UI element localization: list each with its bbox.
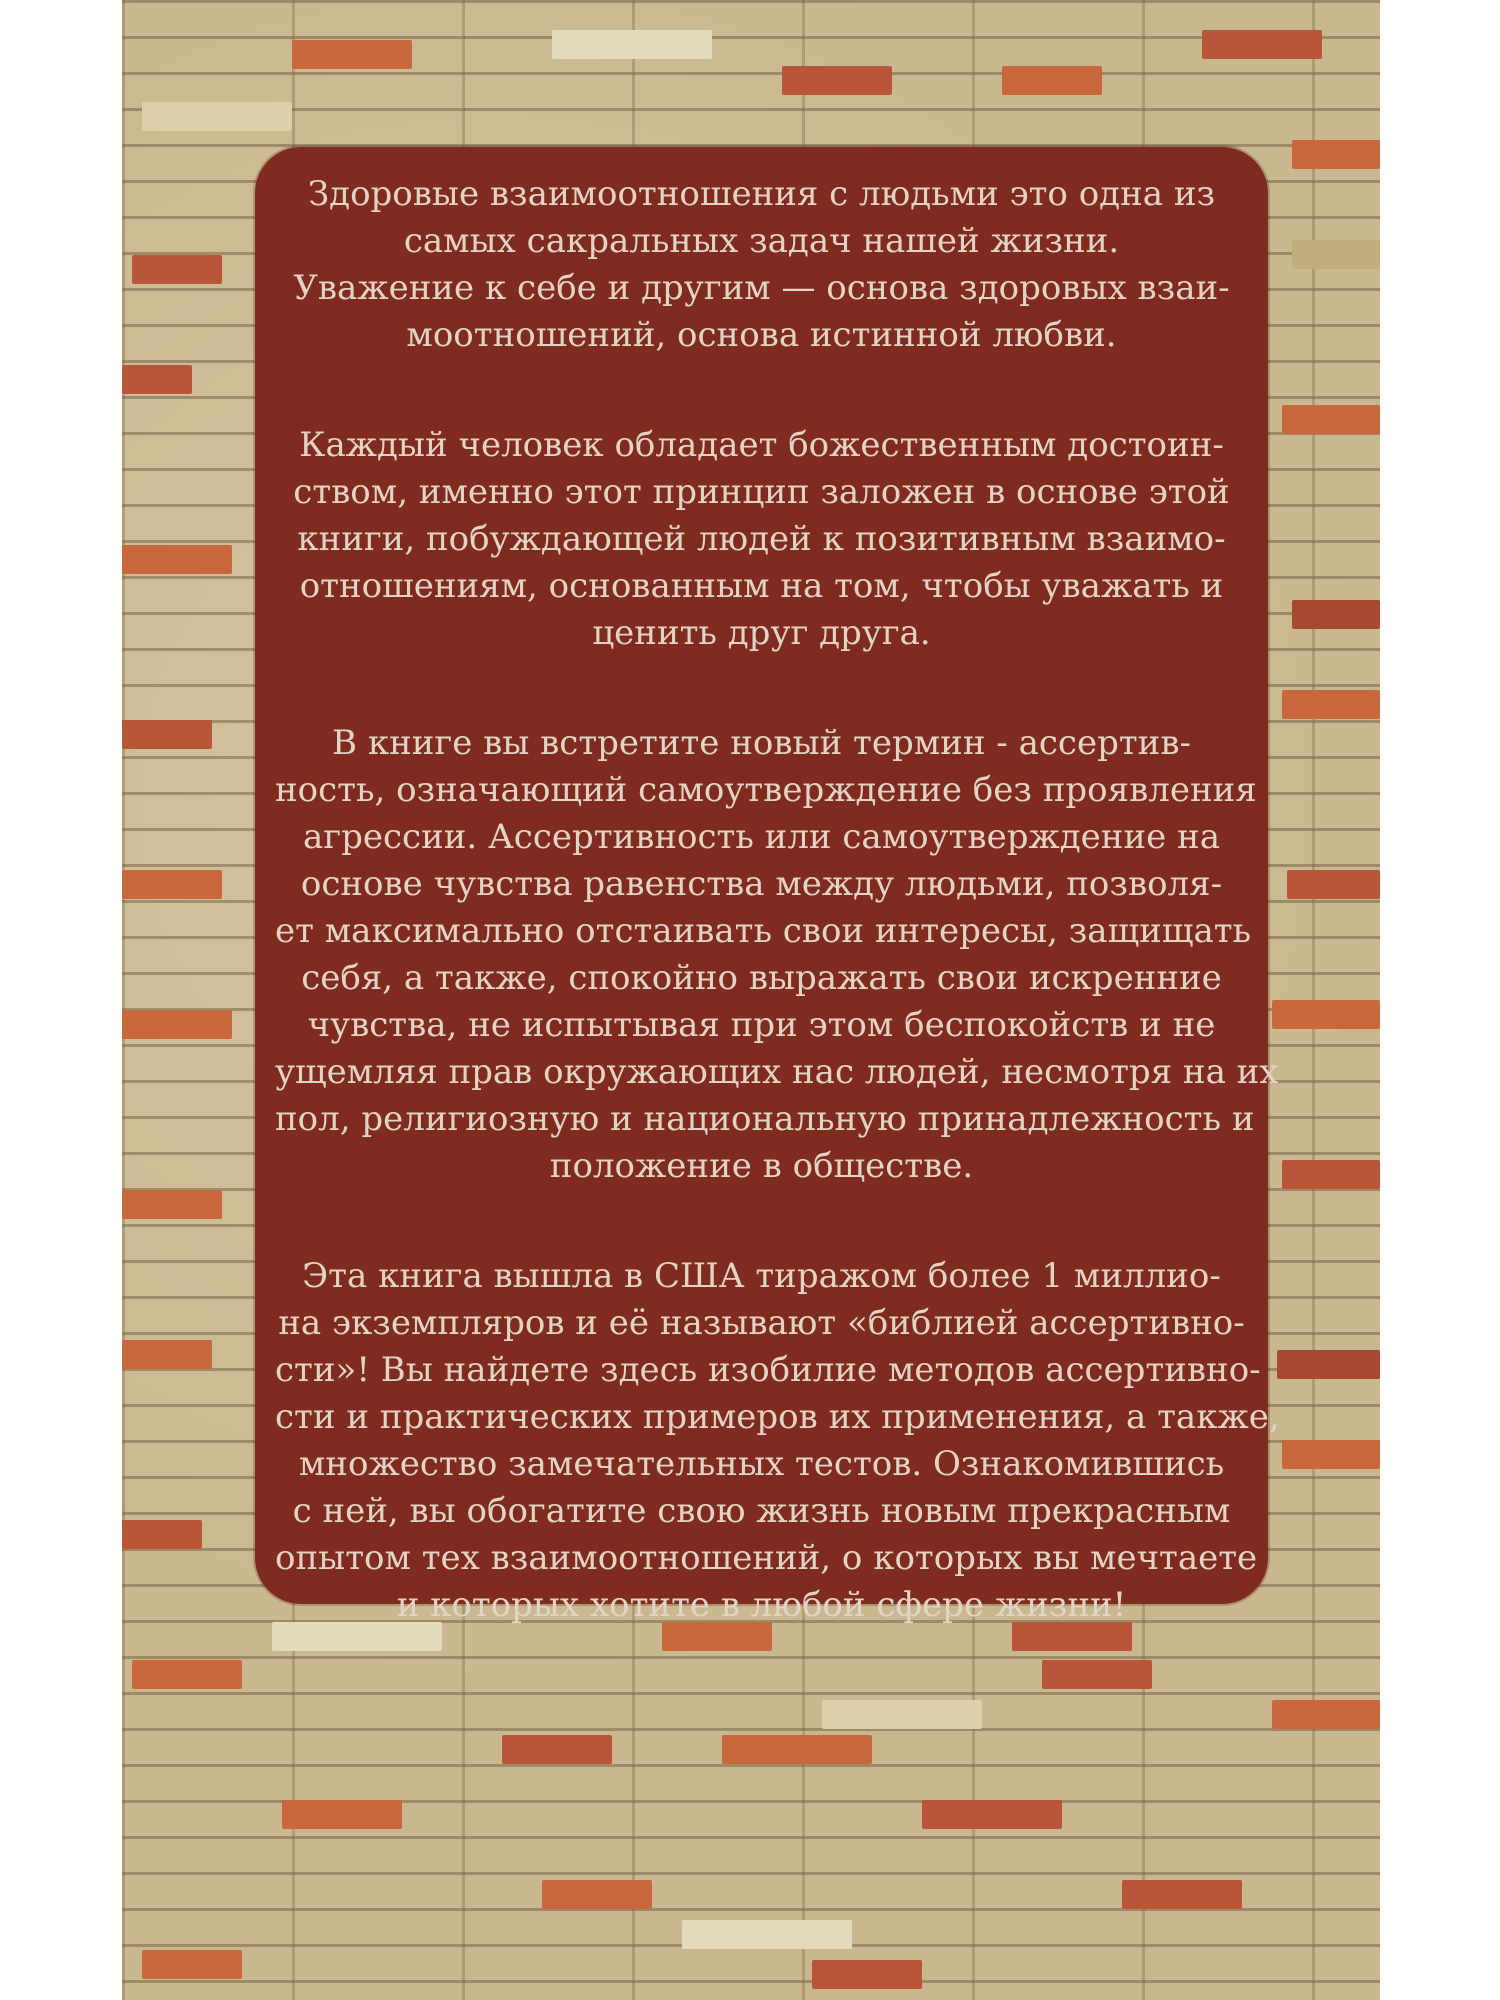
paragraph-spacer: [275, 657, 1248, 720]
brick: [1122, 1880, 1242, 1909]
paragraph-line: Уважение к себе и другим — основа здоровых взаи-: [293, 268, 1230, 308]
paragraph-line: положение в обществе.: [549, 1146, 974, 1186]
paragraph-spacer: [275, 1190, 1248, 1253]
brick: [1282, 1160, 1380, 1189]
brick: [122, 1190, 222, 1219]
brick: [1202, 30, 1322, 59]
brick: [142, 102, 292, 131]
paragraph-line: ством, именно этот принцип заложен в основе этой: [293, 472, 1230, 512]
paragraph-line: сти и практических примеров их применения, а также,: [275, 1397, 1280, 1437]
paragraph-line: опытом тех взаимоотношений, о которых вы мечтаете: [275, 1538, 1258, 1578]
paragraph-line: себя, а также, спокойно выражать свои искренние: [301, 958, 1222, 998]
paragraph-line: сти»! Вы найдете здесь изобилие методов ассертивно-: [275, 1350, 1261, 1390]
brick: [292, 40, 412, 69]
brick: [502, 1735, 612, 1764]
paragraph-line: чувства, не испытывая при этом беспокойств и не: [307, 1005, 1216, 1045]
brick: [1277, 1350, 1380, 1379]
brick: [1002, 66, 1102, 95]
brick: [1272, 1700, 1380, 1729]
brick: [1272, 1000, 1380, 1029]
brick: [782, 66, 892, 95]
paragraph-line: ценить друг друга.: [592, 613, 931, 653]
paragraph-line: ность, означающий самоутверждение без проявления: [275, 770, 1257, 810]
paragraph-line: ущемляя прав окружающих нас людей, несмотря на их: [275, 1052, 1279, 1092]
description-panel: [255, 147, 1280, 1625]
brick: [142, 1950, 242, 1979]
paragraph-line: моотношений, основа истинной любви.: [406, 315, 1117, 355]
brick: [682, 1920, 852, 1949]
brick: [1287, 870, 1380, 899]
paragraph-spacer: [275, 359, 1248, 422]
paragraph-line: агрессии. Ассертивность или самоутверждение на: [303, 817, 1220, 857]
brick: [822, 1700, 982, 1729]
paragraph-line: самых сакральных задач нашей жизни.: [403, 221, 1120, 261]
brick: [1292, 240, 1380, 269]
brick: [122, 870, 222, 899]
brick: [1292, 600, 1380, 629]
paragraph-line: Эта книга вышла в США тиражом более 1 миллио-: [302, 1256, 1221, 1296]
paragraph-line: отношениям, основанным на том, чтобы уважать и: [299, 566, 1224, 606]
brick: [542, 1880, 652, 1909]
description-text: [275, 171, 1280, 1629]
paragraph-line: Каждый человек обладает божественным достоин-: [299, 425, 1224, 465]
brick: [922, 1800, 1062, 1829]
paragraph-line: на экземпляров и её называют «библией ассертивно-: [278, 1303, 1245, 1343]
brick: [122, 1340, 212, 1369]
brick: [1292, 140, 1380, 169]
brick: [552, 30, 712, 59]
brick: [812, 1960, 922, 1989]
brick: [122, 1520, 202, 1549]
brick: [1282, 690, 1380, 719]
brick: [1042, 1660, 1152, 1689]
brick: [132, 255, 222, 284]
brick: [122, 720, 212, 749]
brick: [1282, 1440, 1380, 1469]
paragraph-line: ет максимально отстаивать свои интересы, защищать: [275, 911, 1252, 951]
paragraph-line: Здоровые взаимоотношения с людьми это одна из: [307, 174, 1216, 214]
brick: [1282, 405, 1380, 434]
paragraph-line: множество замечательных тестов. Ознакомившись: [298, 1444, 1225, 1484]
paragraph-line: В книге вы встретите новый термин - ассертив-: [332, 723, 1191, 763]
brick: [122, 365, 192, 394]
brick: [282, 1800, 402, 1829]
paragraph-line: пол, религиозную и национальную принадлежность и: [275, 1099, 1255, 1139]
brick: [122, 1010, 232, 1039]
brick: [132, 1660, 242, 1689]
paragraph-line: и которых хотите в любой сфере жизни!: [396, 1585, 1127, 1625]
paragraph-line: с ней, вы обогатите свою жизнь новым прекрасным: [292, 1491, 1231, 1531]
paragraph-line: книги, побуждающей людей к позитивным взаимо-: [297, 519, 1226, 559]
brick: [722, 1735, 872, 1764]
brick: [122, 545, 232, 574]
paragraph-line: основе чувства равенства между людьми, позволя-: [300, 864, 1223, 904]
